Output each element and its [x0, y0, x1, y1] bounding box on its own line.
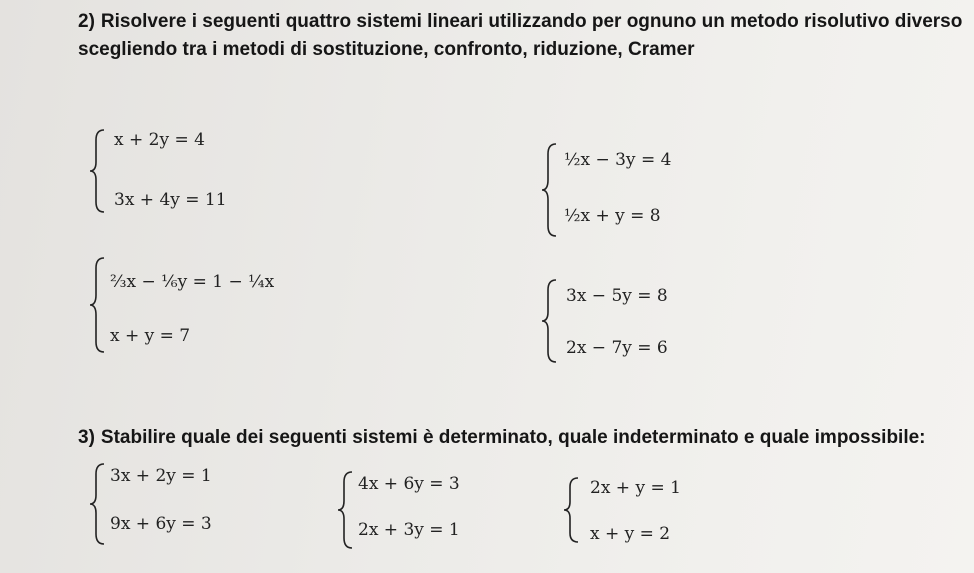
left-brace-icon	[336, 470, 356, 550]
exercise-3-heading	[78, 424, 926, 452]
left-brace-icon	[562, 476, 582, 544]
left-brace-icon	[88, 462, 108, 546]
system-3a-equation-2: 9x + 6y = 3	[110, 514, 212, 534]
system-2d-equation-2: 2x − 7y = 6	[566, 338, 668, 358]
left-brace-icon	[88, 256, 108, 354]
exercise-2-heading	[78, 8, 962, 36]
exercise-2-text-line1: Risolvere i seguenti quattro sistemi lineari utilizzando per ognuno un metodo risolutivo diverso	[100, 11, 963, 32]
exercise-3-text-line1: Stabilire quale dei seguenti sistemi è determinato, quale indeterminato e quale impossibile:	[100, 427, 926, 448]
system-2b-equation-2: ½x + y = 8	[564, 206, 661, 226]
left-brace-icon	[540, 142, 560, 238]
left-brace-icon	[88, 128, 108, 214]
exercise-2-text-line2: scegliendo tra i metodi di sostituzione, confronto, riduzione, Cramer	[78, 39, 695, 60]
left-brace-icon	[540, 278, 560, 364]
system-3c-equation-1: 2x + y = 1	[590, 478, 681, 498]
exercise-3-number: 3)	[78, 427, 95, 448]
exercise-2-number: 2)	[78, 11, 95, 32]
system-2c-equation-1: ⅔x − ⅙y = 1 − ¼x	[110, 272, 275, 292]
system-3b-equation-2: 2x + 3y = 1	[358, 520, 460, 540]
system-2b-equation-1: ½x − 3y = 4	[564, 150, 672, 170]
system-2a-equation-1: x + 2y = 4	[114, 130, 205, 150]
system-2a-equation-2: 3x + 4y = 11	[114, 190, 227, 210]
system-3c-equation-2: x + y = 2	[590, 524, 671, 544]
system-3b-equation-1: 4x + 6y = 3	[358, 474, 460, 494]
system-2d-equation-1: 3x − 5y = 8	[566, 286, 668, 306]
system-3a-equation-1: 3x + 2y = 1	[110, 466, 212, 486]
system-2c-equation-2: x + y = 7	[110, 326, 191, 346]
